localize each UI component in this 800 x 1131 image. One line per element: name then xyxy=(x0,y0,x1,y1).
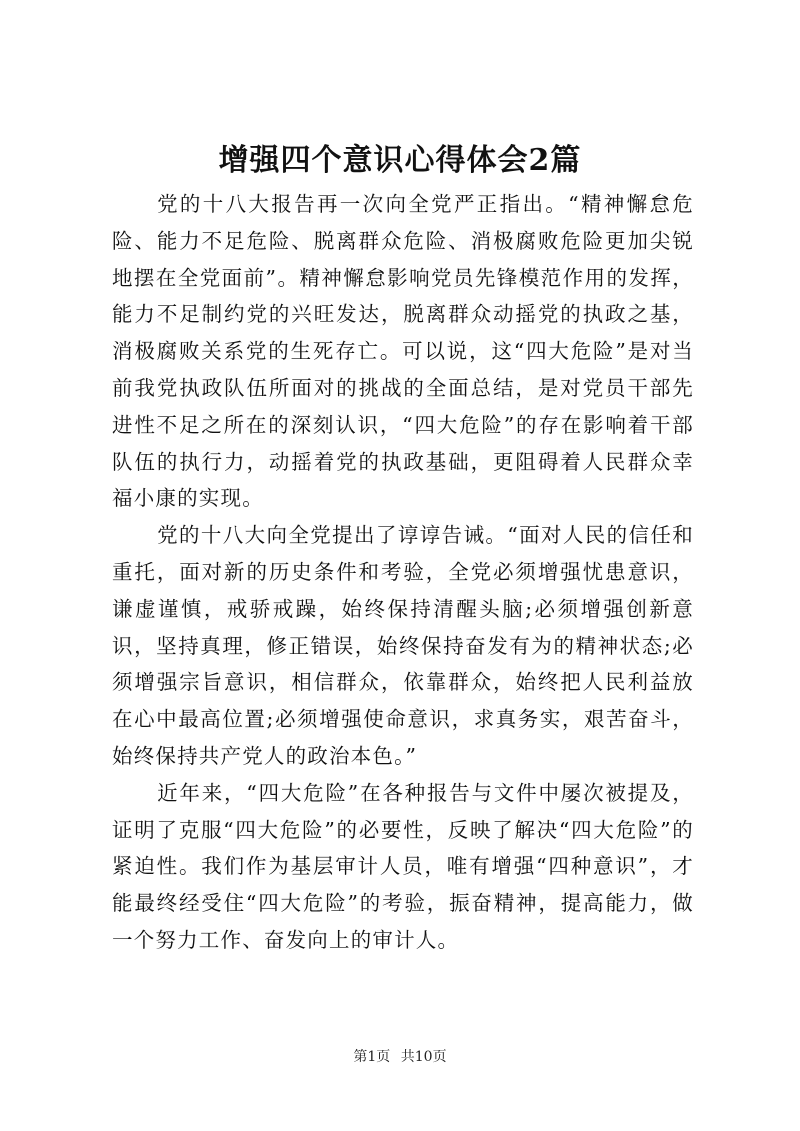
page-footer xyxy=(0,1047,800,1067)
paragraph-3: 近年来，“四大危险”在各种报告与文件中屡次被提及，证明了克服“四大危险”的必要性，反映了解决“四大危险”的紧迫性。我们作为基层审计人员，唯有增强“四种意识”，才能最终经受住“四大危险”的考验，振奋精神，提高能力，做一个努力工作、奋发向上的审计人。 xyxy=(112,780,694,952)
paragraph-1: 党的十八大报告再一次向全党严正指出。“精神懈怠危险、能力不足危险、脱离群众危险、消极腐败危险更加尖锐地摆在全党面前”。精神懈怠影响党员先锋模范作用的发挥，能力不足制约党的兴旺发达，脱离群众动摇党的执政之基，消极腐败关系党的生死存亡。可以说，这“四大危险”是对当前我党执政队伍所面对的挑战的全面总结，是对党员干部先进性不足之所在的深刻认识，“四大危险”的存在影响着干部队伍的执行力，动摇着党的执政基础，更阻碍着人民群众幸福小康的实现。 xyxy=(112,192,694,511)
page-total: 共10页 xyxy=(400,1049,447,1065)
document-body xyxy=(112,186,694,959)
document-title: 增强四个意识心得体会2篇 xyxy=(218,143,582,178)
paragraph-2: 党的十八大向全党提出了谆谆告诫。“面对人民的信任和重托，面对新的历史条件和考验，全党必须增强忧患意识，谦虚谨慎，戒骄戒躁，始终保持清醒头脑;必须增强创新意识，坚持真理，修正错误，始终保持奋发有为的精神状态;必须增强宗旨意识，相信群众，依靠群众，始终把人民利益放在心中最高位置;必须增强使命意识，求真务实，艰苦奋斗，始终保持共产党人的政治本色。” xyxy=(112,523,694,768)
page-number: 第1页 xyxy=(353,1049,391,1065)
